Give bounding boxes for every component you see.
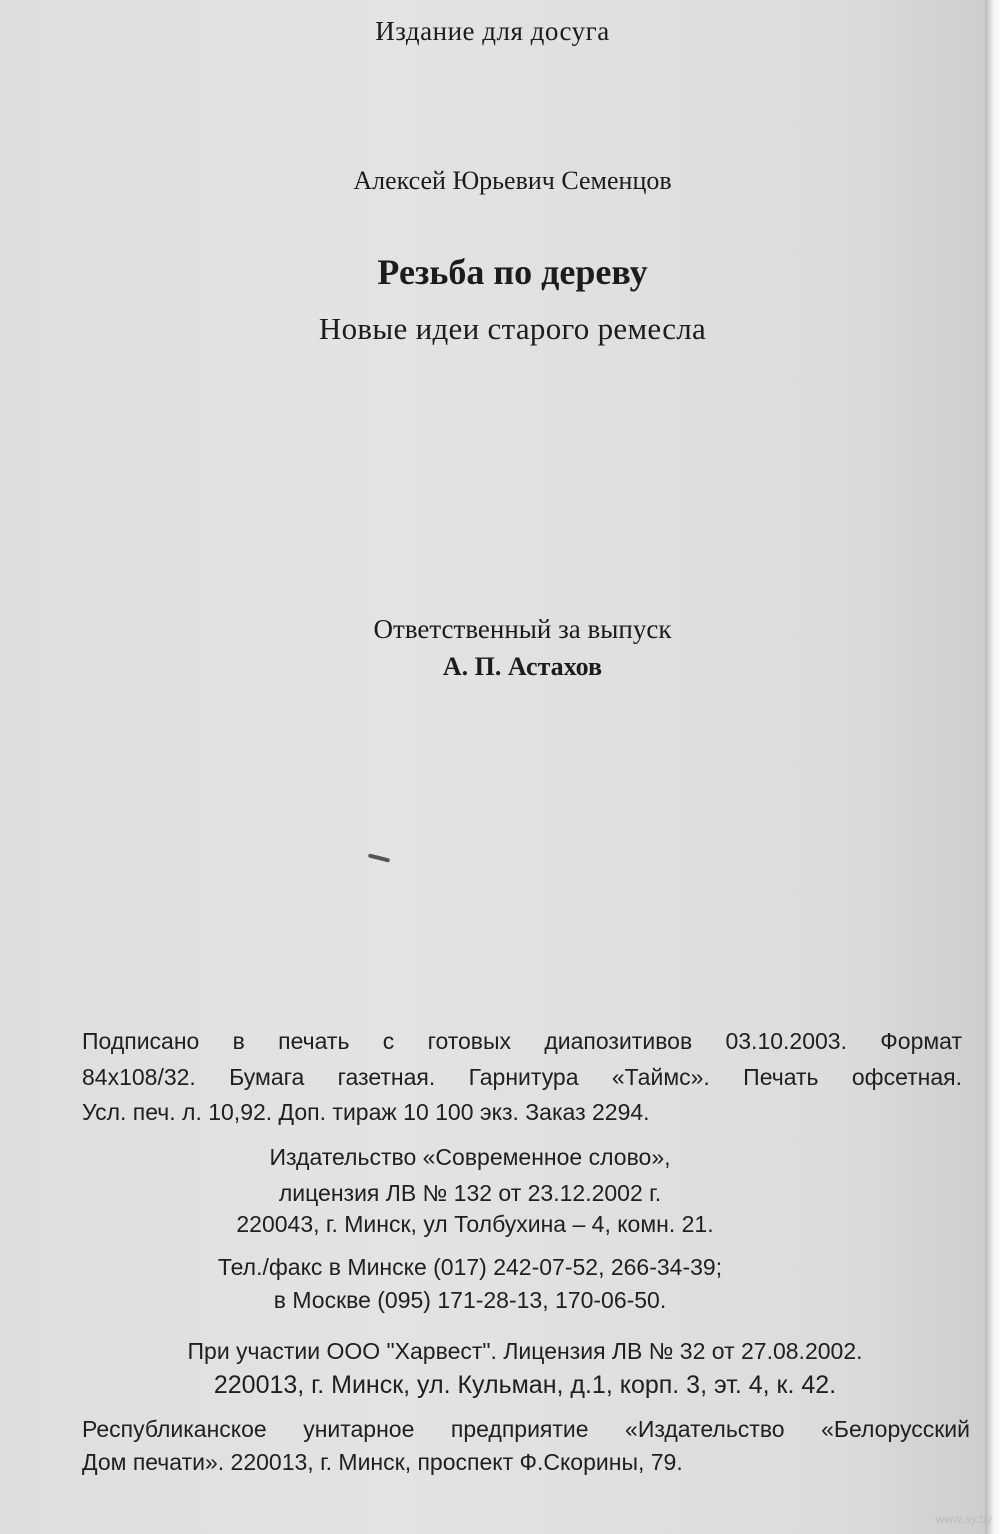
responsible-label: Ответственный за выпуск	[373, 614, 672, 644]
print-speck	[368, 853, 390, 862]
responsible-name: А. П. Астахов	[442, 652, 603, 681]
imprint-line-3: Усл. печ. л. 10,92. Доп. тираж 10 100 экз. Заказ 2294.	[82, 1099, 650, 1125]
page-edge	[985, 0, 1000, 1534]
contact-line-2: в Москве (095) 171-28-13, 170-06-50.	[273, 1287, 667, 1313]
series-label: Издание для досуга	[375, 16, 610, 46]
publisher-line-2: лицензия ЛВ № 132 от 23.12.2002 г.	[278, 1180, 662, 1206]
contact-line-1: Тел./факс в Минске (017) 242-07-52, 266-34-39;	[217, 1254, 723, 1280]
imprint-line-2: 84х108/32. Бумага газетная. Гарнитура «Таймс». Печать офсетная.	[82, 1064, 962, 1090]
publisher-line-3: 220043, г. Минск, ул Толбухина – 4, комн. 21.	[236, 1211, 714, 1237]
book-subtitle: Новые идеи старого ремесла	[318, 311, 707, 346]
publisher-line-1: Издательство «Современное слово»,	[269, 1144, 671, 1170]
book-title: Резьба по дереву	[377, 252, 648, 292]
partner-line-2: 220013, г. Минск, ул. Кульман, д.1, корп. 3, эт. 4, к. 42.	[213, 1371, 837, 1399]
imprint-line-1: Подписано в печать с готовых диапозитивов 03.10.2003. Формат	[82, 1028, 962, 1054]
printer-line-2: Дом печати». 220013, г. Минск, проспект Ф.Скорины, 79.	[82, 1449, 683, 1475]
watermark: www.ay.by	[935, 1512, 992, 1526]
partner-line-1: При участии ООО "Харвест". Лицензия ЛВ № 32 от 27.08.2002.	[187, 1338, 863, 1364]
printer-line-1: Республиканское унитарное предприятие «Издательство «Белорусский	[82, 1416, 970, 1442]
author-name: Алексей Юрьевич Семенцов	[353, 166, 672, 195]
